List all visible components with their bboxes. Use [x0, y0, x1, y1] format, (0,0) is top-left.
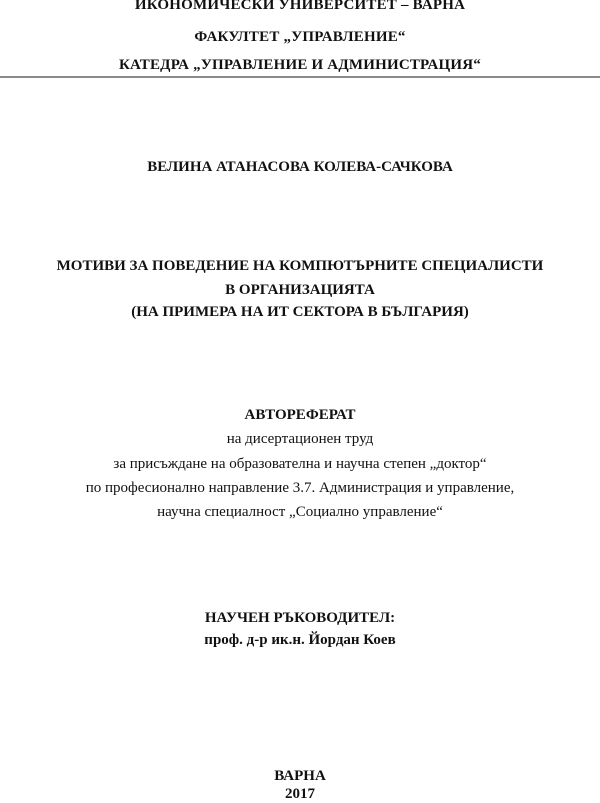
abstract-line-3: по професионално направление 3.7. Администрация и управление,	[85, 480, 515, 496]
faculty-name: ФАКУЛТЕТ „УПРАВЛЕНИЕ“	[194, 29, 406, 45]
author-name: ВЕЛИНА АТАНАСОВА КОЛЕВА-САЧКОВА	[147, 159, 453, 175]
thesis-title-line-2: В ОРГАНИЗАЦИЯТА	[225, 282, 375, 298]
university-name: ИКОНОМИЧЕСКИ УНИВЕРСИТЕТ – ВАРНА	[134, 0, 466, 13]
publication-year: 2017	[285, 786, 315, 802]
abstract-line-4: научна специалност „Социално управление“	[157, 504, 443, 520]
department-name: КАТЕДРА „УПРАВЛЕНИЕ И АДМИНИСТРАЦИЯ“	[118, 57, 481, 73]
publication-city: ВАРНА	[274, 768, 326, 784]
abstract-line-2: за присъждане на образователна и научна степен „доктор“	[113, 456, 487, 472]
header-divider	[0, 76, 600, 78]
abstract-line-1: на дисертационен труд	[226, 431, 374, 447]
supervisor-heading: НАУЧЕН РЪКОВОДИТЕЛ:	[204, 610, 396, 626]
thesis-title-line-1: МОТИВИ ЗА ПОВЕДЕНИЕ НА КОМПЮТЪРНИТЕ СПЕЦИАЛИСТИ	[56, 258, 544, 274]
abstract-heading: АВТОРЕФЕРАТ	[244, 407, 356, 423]
supervisor-name: проф. д-р ик.н. Йордан Коев	[204, 632, 396, 648]
thesis-title-line-3: (НА ПРИМЕРА НА ИТ СЕКТОРА В БЪЛГАРИЯ)	[131, 304, 469, 320]
